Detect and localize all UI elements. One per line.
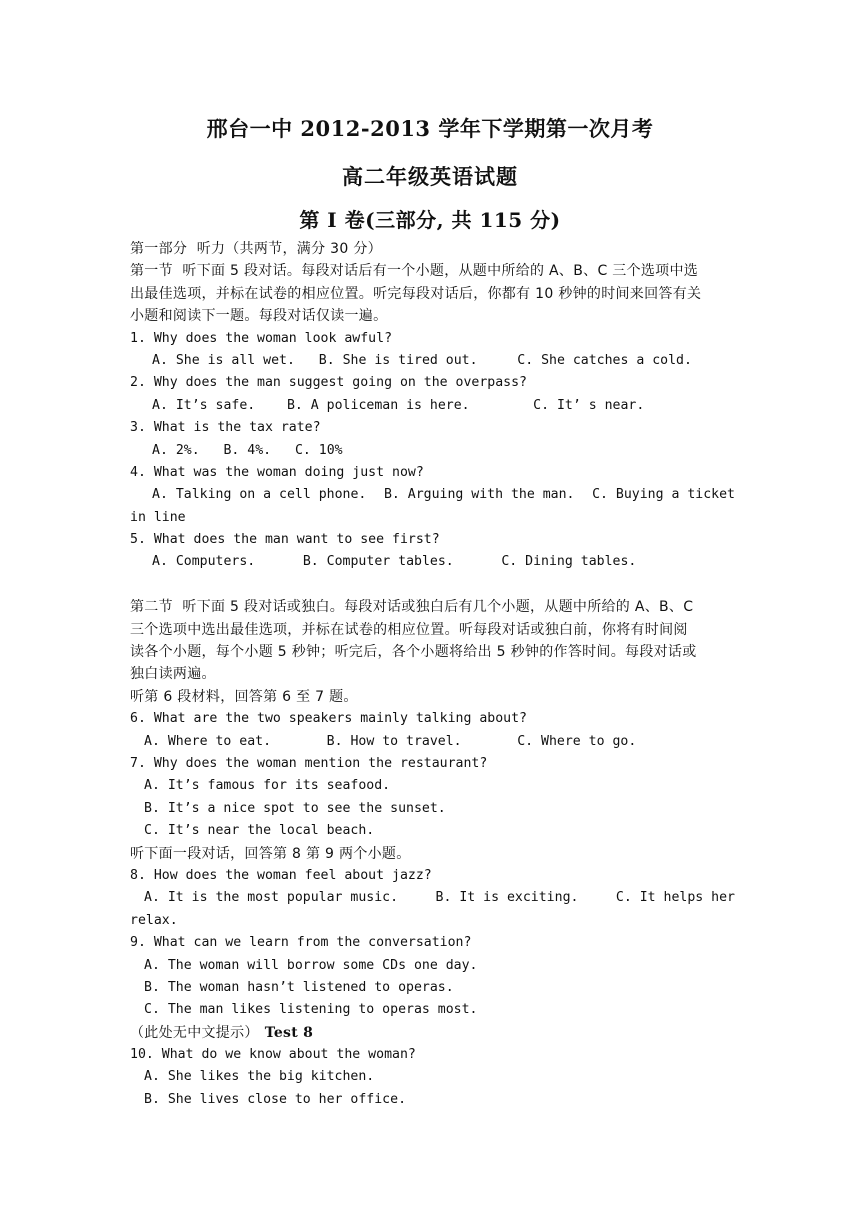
option-b: B. Computer tables.: [302, 554, 454, 570]
option-b: B. 4%.: [223, 442, 272, 458]
question-stem: 8. How does the woman feel about jazz?: [130, 867, 432, 883]
option-b: B. A policeman is here.: [286, 397, 470, 413]
option-a: A. Where to eat.: [144, 733, 272, 749]
option-a: A. It’s famous for its seafood.: [144, 778, 391, 794]
option-continuation: relax.: [130, 912, 178, 928]
option-c: C. The man likes listening to operas most.: [144, 1002, 478, 1018]
option-b: B. Arguing with the man.: [383, 487, 575, 503]
note-text: （此处无中文提示）: [130, 1024, 259, 1041]
exam-body: [130, 238, 735, 1111]
question-stem: 10. What do we know about the woman?: [130, 1047, 416, 1063]
material-6-instruction: 听第 6 段材料，回答第 6 至 7 题。: [130, 688, 358, 705]
question-stem: 3. What is the tax rate?: [130, 420, 321, 436]
section2-instruction-line1: 第二节 听下面 5 段对话或独白。每段对话或独白后有几个小题，从题中所给的 A、B、C: [130, 599, 694, 616]
exam-title: 邢台一中 2012-2013 学年下学期第一次月考: [206, 116, 654, 141]
test-note: [130, 1022, 735, 1044]
blank-line: [130, 574, 735, 596]
option-row: [130, 551, 735, 573]
volume-heading: 第 I 卷(三部分, 共 115 分): [299, 208, 561, 232]
option-row: [130, 484, 735, 506]
question-stem: 9. What can we learn from the conversation?: [130, 935, 472, 951]
question-stem: 4. What was the woman doing just now?: [130, 464, 424, 480]
option-c: C. 10%: [294, 442, 343, 458]
option-a: A. It is the most popular music.: [144, 890, 399, 906]
option-b: B. It’s a nice spot to see the sunset.: [144, 800, 446, 816]
option-c: C. It helps her: [615, 890, 735, 906]
section2-instruction-line3: 读各个小题，每个小题 5 秒钟；听完后，各个小题将给出 5 秒钟的作答时间。每段对话或: [130, 644, 697, 661]
option-row: [130, 887, 735, 909]
option-a: A. 2%.: [152, 442, 200, 458]
option-a: A. She likes the big kitchen.: [144, 1069, 375, 1085]
question-stem: 5. What does the man want to see first?: [130, 532, 440, 548]
option-c: C. Buying a ticket: [592, 487, 735, 503]
option-a: A. The woman will borrow some CDs one day.: [144, 957, 478, 973]
option-c: C. It’ s near.: [533, 397, 645, 413]
section1-instruction-line3: 小题和阅读下一题。每段对话仅读一遍。: [130, 308, 388, 325]
question-stem: 1. Why does the woman look awful?: [130, 330, 393, 346]
option-row: [130, 440, 735, 462]
section1-instruction-line1: 第一节 听下面 5 段对话。每段对话后有一个小题，从题中所给的 A、B、C 三个选项中选: [130, 263, 699, 280]
option-a: A. She is all wet.: [152, 352, 295, 368]
question-stem: 7. Why does the woman mention the restaurant?: [130, 755, 488, 771]
part1-heading: 第一部分 听力（共两节，满分 30 分）: [130, 241, 382, 257]
option-b: B. It is exciting.: [435, 890, 579, 906]
section1-instruction-line2: 出最佳选项，并标在试卷的相应位置。听完每段对话后，你都有 10 秒钟的时间来回答有关: [130, 285, 702, 302]
exam-subtitle: 高二年级英语试题: [342, 164, 518, 189]
option-b: B. She is tired out.: [318, 352, 478, 368]
material-8-instruction: 听下面一段对话，回答第 8 第 9 两个小题。: [130, 845, 411, 862]
option-b: B. How to travel.: [326, 733, 462, 749]
option-continuation: in line: [130, 509, 186, 525]
option-a: A. Talking on a cell phone.: [152, 487, 367, 503]
option-c: C. It’s near the local beach.: [144, 823, 375, 839]
section2-instruction-line4: 独白读两遍。: [130, 666, 216, 683]
question-stem: 2. Why does the man suggest going on the overpass?: [130, 375, 527, 391]
option-a: A. It’s safe.: [152, 397, 256, 413]
test-label: Test 8: [264, 1024, 314, 1041]
option-c: C. Dining tables.: [501, 554, 637, 570]
question-stem: 6. What are the two speakers mainly talking about?: [130, 711, 527, 727]
option-a: A. Computers.: [152, 554, 256, 570]
option-c: C. Where to go.: [517, 733, 637, 749]
option-row: [130, 350, 735, 372]
option-row: [130, 395, 735, 417]
option-b: B. She lives close to her office.: [144, 1091, 407, 1107]
option-b: B. The woman hasn’t listened to operas.: [144, 979, 454, 995]
option-c: C. She catches a cold.: [517, 352, 692, 368]
section2-instruction-line2: 三个选项中选出最佳选项，并标在试卷的相应位置。听每段对话或独白前，你将有时间阅: [130, 621, 688, 638]
option-row: [130, 731, 735, 753]
